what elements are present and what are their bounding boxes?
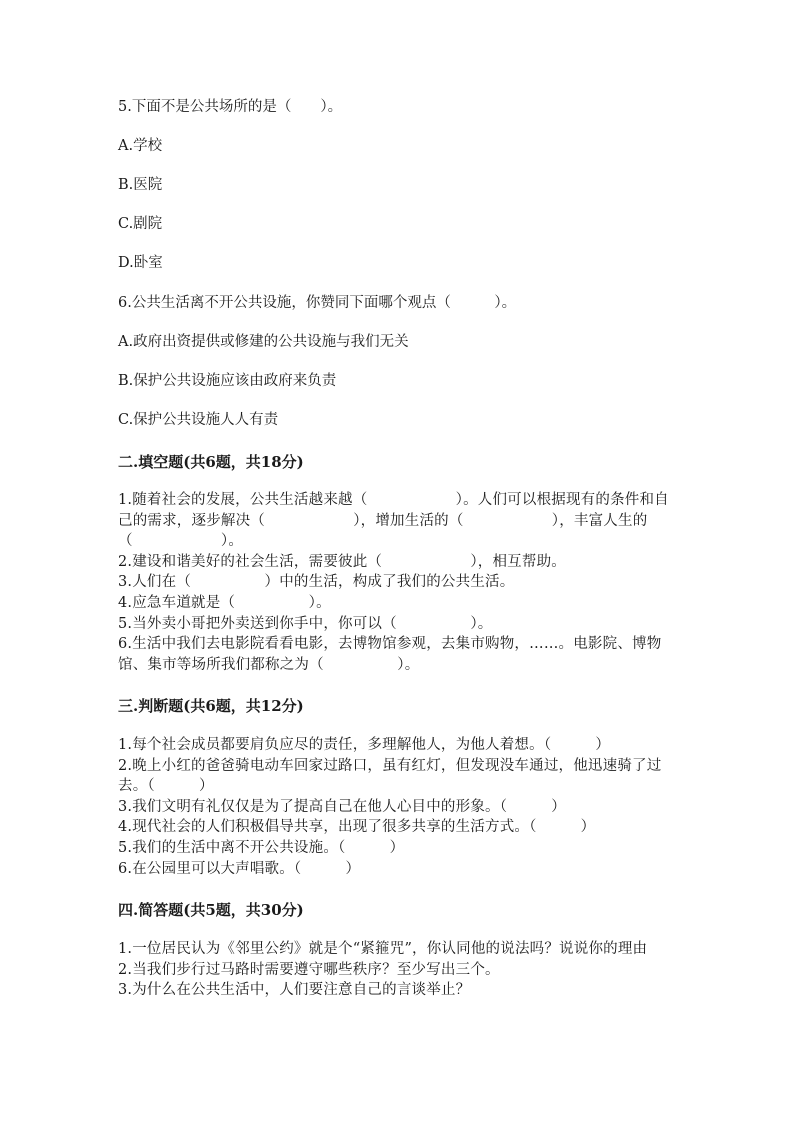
judge-question: 2.晚上小红的爸爸骑电动车回家过路口，虽有红灯，但发现没车通过，他迅速骑了过去。（ ） (118, 757, 662, 795)
judge-question: 3.我们文明有礼仅仅是为了提高自己在他人心目中的形象。（ ） (118, 798, 566, 815)
short-question: 1.一位居民认为《邻里公约》就是个“紧箍咒”，你认同他的说法吗？说说你的理由 (118, 941, 648, 957)
option-a: A.政府出资提供或修建的公共设施与我们无关 (118, 334, 409, 350)
section-heading-judge: 三.判断题(共6题，共12分) (118, 697, 304, 715)
option-c: C.保护公共设施人人有责 (118, 412, 279, 428)
section-heading-short: 四.简答题(共5题，共30分) (118, 901, 304, 919)
judge-question: 6.在公园里可以大声唱歌。（ ） (118, 860, 361, 877)
judge-question: 1.每个社会成员都要肩负应尽的责任，多理解他人，为他人着想。（ ） (118, 737, 611, 753)
option-a: A.学校 (118, 138, 163, 154)
option-b: B.医院 (118, 177, 163, 193)
option-b: B.保护公共设施应该由政府来负责 (118, 373, 337, 389)
fill-question: 3.人们在（ ）中的生活，构成了我们的公共生活。 (118, 574, 515, 591)
fill-question: 1.随着社会的发展，公共生活越来越（ ）。人们可以根据现有的条件和自己的需求，逐步解决（ ），增加生活的（ ），丰富人生的（ ）。 (118, 492, 669, 550)
choice-question-6 (118, 293, 678, 449)
fill-question-list (118, 490, 678, 675)
question-stem: 5.下面不是公共场所的是（ ）。 (118, 99, 343, 115)
fill-question: 5.当外卖小哥把外卖送到你手中，你可以（ ）。 (118, 615, 493, 632)
fill-question: 4.应急车道就是（ ）。 (118, 594, 331, 611)
fill-question: 2.建设和谐美好的社会生活，需要彼此（ ），相互帮助。 (118, 553, 566, 570)
short-question: 3.为什么在公共生活中，人们要注意自己的言谈举止？ (118, 982, 471, 999)
section-heading-fill: 二.填空题(共6题，共18分) (118, 453, 304, 471)
question-stem: 6.公共生活离不开公共设施，你赞同下面哪个观点（ ）。 (118, 295, 517, 311)
option-d: D.卧室 (118, 255, 163, 271)
choice-question-5 (118, 97, 678, 292)
short-question-list (118, 939, 678, 1001)
short-question: 2.当我们步行过马路时需要遵守哪些秩序？至少写出三个。 (118, 961, 500, 978)
judge-question: 5.我们的生活中离不开公共设施。（ ） (118, 839, 405, 856)
judge-question-list (118, 735, 678, 879)
judge-question: 4.现代社会的人们积极倡导共享，出现了很多共享的生活方式。（ ） (118, 819, 596, 836)
fill-question: 6.生活中我们去电影院看看电影，去博物馆参观，去集市购物，……。电影院、博物馆、集市等场所我们都称之为（ ）。 (118, 636, 662, 673)
option-c: C.剧院 (118, 216, 163, 232)
